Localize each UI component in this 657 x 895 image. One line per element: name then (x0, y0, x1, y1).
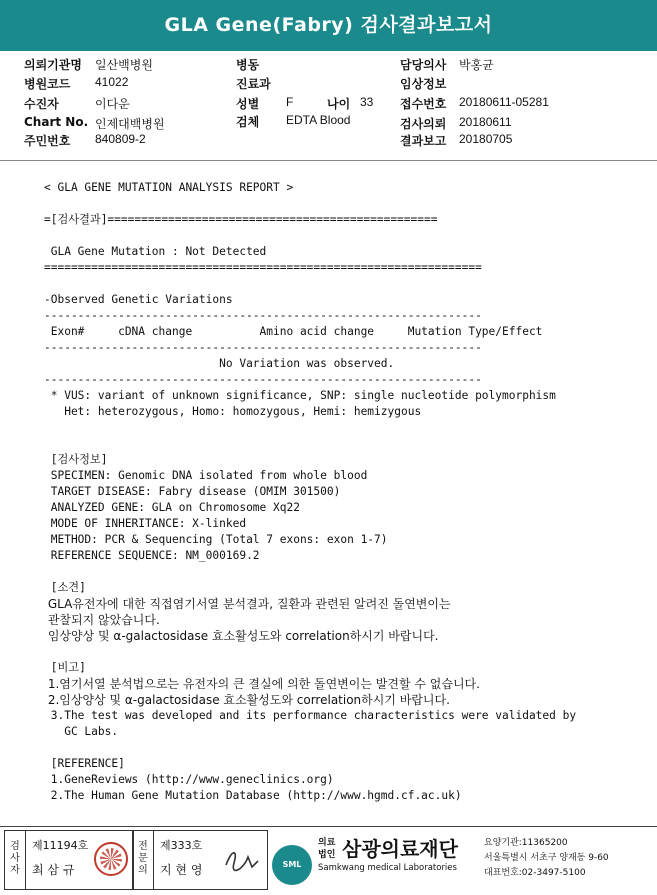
specialist-license: 제333호 (160, 839, 203, 852)
org-address: 서울특별시 서초구 양재동 9-60 (484, 853, 609, 863)
separator-dash: ----------------------------------------------------------------- (44, 341, 482, 354)
info-value: F (286, 95, 294, 109)
observed-variations-title: -Observed Genetic Variations (44, 293, 233, 306)
report-title: GLA Gene(Fabry) 검사결과보고서 (0, 0, 657, 51)
remark-section-title: [비고] (44, 661, 86, 674)
remark-line: 3.The test was developed and its performance characteristics were validated by (44, 709, 577, 722)
reference-section-title: [REFERENCE] (44, 757, 125, 770)
variation-table-header: Exon# cDNA change Amino acid change Mutation Type/Effect (44, 325, 543, 338)
age-label: 나이 (327, 97, 351, 111)
reference-item: 2.The Human Gene Mutation Database (http://www.hgmd.cf.ac.uk) (44, 789, 462, 802)
info-label: 성별 (236, 97, 260, 111)
org-code: 요양기관:11365200 (484, 838, 568, 848)
info-label: 수진자 (24, 97, 59, 111)
inheritance-line: MODE OF INHERITANCE: X-linked (44, 517, 247, 530)
separator-dash: ----------------------------------------------------------------- (44, 309, 482, 322)
header-divider (0, 160, 657, 161)
sml-logo-icon: SML (272, 845, 312, 885)
info-label: 병원코드 (24, 77, 71, 91)
info-label: 담당의사 (400, 58, 447, 72)
info-label: 임상정보 (400, 77, 447, 91)
info-value: 20180705 (459, 132, 513, 146)
specimen-line: SPECIMEN: Genomic DNA isolated from whole blood (44, 469, 368, 482)
examiner-name: 최 삼 규 (32, 863, 75, 877)
info-value: 41022 (95, 75, 129, 89)
info-value: 박홍균 (459, 58, 494, 72)
info-value: 일산백병원 (95, 58, 153, 72)
specialist-label: 전문의 (138, 841, 148, 876)
info-label: 접수번호 (400, 97, 447, 111)
info-label: 결과보고 (400, 134, 447, 148)
remark-line: 1.염기서열 분석법으로는 유전자의 큰 결실에 의한 돌연변이는 발견할 수 없습니다. (44, 677, 480, 691)
no-variation-text: No Variation was observed. (44, 357, 395, 370)
analyzed-gene-line: ANALYZED GENE: GLA on Chromosome Xq22 (44, 501, 300, 514)
method-line: METHOD: PCR & Sequencing (Total 7 exons: exon 1-7) (44, 533, 388, 546)
remark-line: 2.임상양상 및 α-galactosidase 효소활성도와 correlation하시기 바랍니다. (44, 693, 450, 707)
info-label: 주민번호 (24, 134, 71, 148)
info-label: 검체 (236, 115, 260, 129)
het-note: Het: heterozygous, Homo: homozygous, Hemi: hemizygous (44, 405, 422, 418)
examiner-label: 검사자 (10, 841, 20, 876)
seal-icon (94, 842, 128, 876)
info-label: Chart No. (24, 115, 89, 129)
mutation-result: GLA Gene Mutation : Not Detected (44, 245, 267, 258)
age-value: 33 (360, 95, 374, 109)
org-prefix: 의료 (318, 838, 336, 848)
opinion-line: GLA유전자에 대한 직접염기서열 분석결과, 질환과 관련된 알려진 돌연변이는 (44, 597, 451, 611)
info-label: 병동 (236, 58, 260, 72)
signature-footer (0, 826, 657, 895)
examiner-license: 제11194호 (32, 839, 89, 852)
vus-note: * VUS: variant of unknown significance, SNP: single nucleotide polymorphism (44, 389, 556, 402)
info-label: 진료과 (236, 77, 271, 91)
org-phone: 대표번호:02-3497-5100 (484, 868, 586, 878)
info-value: 20180611 (459, 115, 512, 129)
info-label: 검사의뢰 (400, 117, 447, 131)
reference-seq-line: REFERENCE SEQUENCE: NM_000169.2 (44, 549, 260, 562)
info-label: 의뢰기관명 (24, 58, 82, 72)
remark-line: GC Labs. (44, 725, 119, 738)
result-section-line: =[검사결과]================================================= (44, 213, 438, 226)
target-disease-line: TARGET DISEASE: Fabry disease (OMIM 301500) (44, 485, 341, 498)
info-value: 이다운 (95, 97, 130, 111)
specialist-name: 지 현 영 (160, 863, 203, 877)
opinion-line: 임상양상 및 α-galactosidase 효소활성도와 correlation하시기 바랍니다. (44, 629, 439, 643)
separator-equals: ================================================================= (44, 261, 482, 274)
signature-icon (222, 843, 262, 873)
info-value: 20180611-05281 (459, 95, 549, 109)
info-value: 840809-2 (95, 132, 146, 146)
opinion-line: 관찰되지 않았습니다. (44, 613, 160, 627)
info-value: EDTA Blood (286, 113, 351, 127)
report-heading: < GLA GENE MUTATION ANALYSIS REPORT > (44, 181, 294, 194)
info-value: 인제대백병원 (95, 117, 165, 131)
separator-dash: ----------------------------------------------------------------- (44, 373, 482, 386)
info-section-title: [검사정보] (44, 453, 108, 466)
opinion-section-title: [소견] (44, 581, 86, 594)
patient-info (0, 54, 657, 154)
reference-item: 1.GeneReviews (http://www.geneclinics.org) (44, 773, 334, 786)
org-english: Samkwang medical Laboratories (318, 863, 457, 873)
org-prefix: 법인 (318, 850, 336, 860)
org-name: 삼광의료재단 (342, 837, 458, 861)
